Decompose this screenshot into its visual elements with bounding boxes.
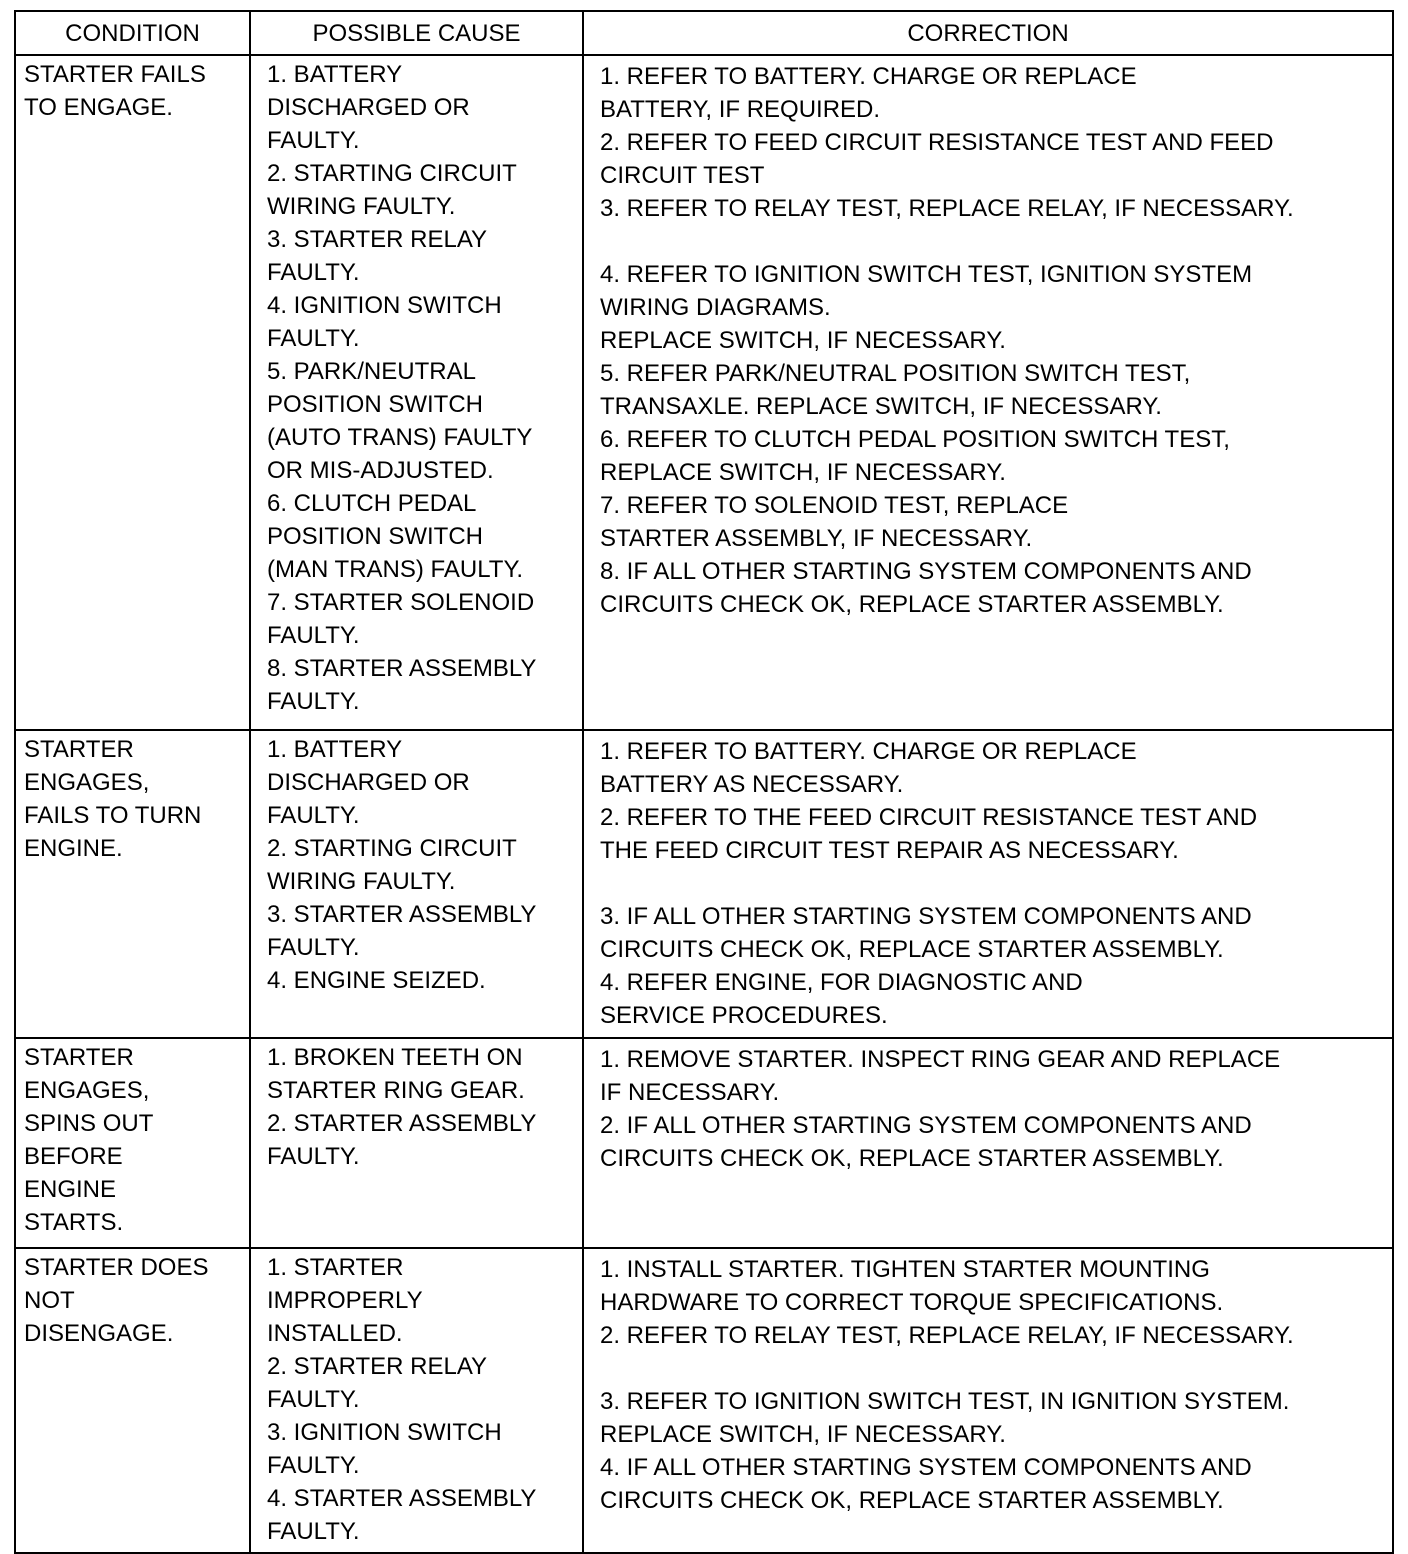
corrections-line: 2. REFER TO RELAY TEST, REPLACE RELAY, IF NECESSARY. bbox=[600, 1322, 1294, 1349]
causes-line: 8. STARTER ASSEMBLY bbox=[267, 655, 537, 682]
condition-line: NOT bbox=[24, 1287, 75, 1314]
condition-line: SPINS OUT bbox=[24, 1110, 154, 1137]
corrections-line: CIRCUIT TEST bbox=[600, 162, 765, 189]
condition-line: FAILS TO TURN bbox=[24, 802, 202, 829]
causes-line: 2. STARTER RELAY bbox=[267, 1353, 488, 1380]
causes-line: 3. STARTER ASSEMBLY bbox=[267, 901, 537, 928]
causes-line: 2. STARTER ASSEMBLY bbox=[267, 1110, 537, 1137]
possible-cause-cell bbox=[250, 1038, 583, 1248]
causes-line: FAULTY. bbox=[267, 1386, 360, 1413]
corrections-line: BATTERY AS NECESSARY. bbox=[600, 771, 904, 798]
corrections-line: 8. IF ALL OTHER STARTING SYSTEM COMPONENTS AND bbox=[600, 558, 1252, 585]
line-gap bbox=[600, 225, 1386, 258]
condition-line: BEFORE bbox=[24, 1143, 123, 1170]
causes-line: FAULTY. bbox=[267, 934, 360, 961]
corrections-line: 4. REFER ENGINE, FOR DIAGNOSTIC AND bbox=[600, 969, 1083, 996]
possible-cause-cell bbox=[250, 55, 583, 730]
causes-line: FAULTY. bbox=[267, 325, 360, 352]
causes-line: 6. CLUTCH PEDAL bbox=[267, 490, 477, 517]
causes-line: WIRING FAULTY. bbox=[267, 193, 456, 220]
corrections-line: TRANSAXLE. REPLACE SWITCH, IF NECESSARY. bbox=[600, 393, 1162, 420]
causes-line: 3. IGNITION SWITCH bbox=[267, 1419, 502, 1446]
causes-line: 7. STARTER SOLENOID bbox=[267, 589, 535, 616]
causes-line: FAULTY. bbox=[267, 1518, 360, 1545]
table-row bbox=[15, 730, 1393, 1038]
condition-cell bbox=[15, 730, 250, 1038]
corrections-line: 3. REFER TO RELAY TEST, REPLACE RELAY, IF NECESSARY. bbox=[600, 195, 1294, 222]
corrections-line: 2. IF ALL OTHER STARTING SYSTEM COMPONENTS AND bbox=[600, 1112, 1252, 1139]
corrections-line: REPLACE SWITCH, IF NECESSARY. bbox=[600, 327, 1006, 354]
corrections-line: 3. IF ALL OTHER STARTING SYSTEM COMPONENTS AND bbox=[600, 903, 1252, 930]
corrections-line: CIRCUITS CHECK OK, REPLACE STARTER ASSEMBLY. bbox=[600, 936, 1224, 963]
corrections-line: WIRING DIAGRAMS. bbox=[600, 294, 831, 321]
corrections-line: HARDWARE TO CORRECT TORQUE SPECIFICATIONS. bbox=[600, 1289, 1224, 1316]
header-correction: CORRECTION bbox=[583, 11, 1393, 55]
header-row bbox=[15, 11, 1393, 55]
causes-line: INSTALLED. bbox=[267, 1320, 403, 1347]
condition-line: ENGAGES, bbox=[24, 769, 150, 796]
causes-line: DISCHARGED OR bbox=[267, 769, 470, 796]
causes-line: POSITION SWITCH bbox=[267, 523, 483, 550]
condition-line: ENGINE. bbox=[24, 835, 123, 862]
header-condition: CONDITION bbox=[15, 11, 250, 55]
causes-line: POSITION SWITCH bbox=[267, 391, 483, 418]
corrections-line: 1. REFER TO BATTERY. CHARGE OR REPLACE bbox=[600, 63, 1137, 90]
condition-line: STARTER bbox=[24, 1044, 134, 1071]
table-row bbox=[15, 55, 1393, 730]
condition-cell bbox=[15, 1248, 250, 1553]
table-row bbox=[15, 1248, 1393, 1553]
correction-cell bbox=[583, 730, 1393, 1038]
corrections-line: 1. INSTALL STARTER. TIGHTEN STARTER MOUNTING bbox=[600, 1256, 1210, 1283]
causes-line: 1. STARTER bbox=[267, 1254, 404, 1281]
corrections-line: 4. REFER TO IGNITION SWITCH TEST, IGNITION SYSTEM bbox=[600, 261, 1253, 288]
corrections-line: 5. REFER PARK/NEUTRAL POSITION SWITCH TEST, bbox=[600, 360, 1191, 387]
line-gap bbox=[600, 1352, 1386, 1385]
causes-line: 1. BATTERY bbox=[267, 61, 403, 88]
causes-line: FAULTY. bbox=[267, 1452, 360, 1479]
causes-line: OR MIS-ADJUSTED. bbox=[267, 457, 494, 484]
corrections-line: 3. REFER TO IGNITION SWITCH TEST, IN IGNITION SYSTEM. bbox=[600, 1388, 1290, 1415]
corrections-line: 2. REFER TO FEED CIRCUIT RESISTANCE TEST AND FEED bbox=[600, 129, 1274, 156]
causes-line: 5. PARK/NEUTRAL bbox=[267, 358, 476, 385]
correction-cell bbox=[583, 1248, 1393, 1553]
possible-cause-cell bbox=[250, 1248, 583, 1553]
correction-cell bbox=[583, 55, 1393, 730]
causes-line: 2. STARTING CIRCUIT bbox=[267, 835, 517, 862]
condition-line: STARTS. bbox=[24, 1209, 124, 1236]
header-possible-cause: POSSIBLE CAUSE bbox=[250, 11, 583, 55]
causes-line: FAULTY. bbox=[267, 259, 360, 286]
diagnosis-table bbox=[14, 10, 1394, 1554]
corrections-line: 7. REFER TO SOLENOID TEST, REPLACE bbox=[600, 492, 1069, 519]
causes-line: 1. BROKEN TEETH ON bbox=[267, 1044, 523, 1071]
condition-cell bbox=[15, 1038, 250, 1248]
causes-line: (AUTO TRANS) FAULTY bbox=[267, 424, 533, 451]
corrections-line: STARTER ASSEMBLY, IF NECESSARY. bbox=[600, 525, 1033, 552]
corrections-line: 4. IF ALL OTHER STARTING SYSTEM COMPONENTS AND bbox=[600, 1454, 1252, 1481]
condition-line: ENGINE bbox=[24, 1176, 117, 1203]
line-gap bbox=[600, 867, 1386, 900]
condition-line: DISENGAGE. bbox=[24, 1320, 174, 1347]
corrections-line: REPLACE SWITCH, IF NECESSARY. bbox=[600, 1421, 1006, 1448]
causes-line: FAULTY. bbox=[267, 802, 360, 829]
causes-line: WIRING FAULTY. bbox=[267, 868, 456, 895]
corrections-line: 1. REMOVE STARTER. INSPECT RING GEAR AND REPLACE bbox=[600, 1046, 1281, 1073]
corrections-line: THE FEED CIRCUIT TEST REPAIR AS NECESSARY. bbox=[600, 837, 1179, 864]
corrections-line: CIRCUITS CHECK OK, REPLACE STARTER ASSEMBLY. bbox=[600, 591, 1224, 618]
causes-line: FAULTY. bbox=[267, 688, 360, 715]
corrections-line: IF NECESSARY. bbox=[600, 1079, 780, 1106]
causes-line: STARTER RING GEAR. bbox=[267, 1077, 525, 1104]
causes-line: DISCHARGED OR bbox=[267, 94, 470, 121]
causes-line: 1. BATTERY bbox=[267, 736, 403, 763]
causes-line: IMPROPERLY bbox=[267, 1287, 423, 1314]
corrections-line: CIRCUITS CHECK OK, REPLACE STARTER ASSEMBLY. bbox=[600, 1145, 1224, 1172]
condition-cell bbox=[15, 55, 250, 730]
corrections-line: 6. REFER TO CLUTCH PEDAL POSITION SWITCH TEST, bbox=[600, 426, 1230, 453]
condition-line: ENGAGES, bbox=[24, 1077, 150, 1104]
condition-line: STARTER bbox=[24, 736, 134, 763]
possible-cause-cell bbox=[250, 730, 583, 1038]
condition-line: TO ENGAGE. bbox=[24, 94, 173, 121]
causes-line: 4. STARTER ASSEMBLY bbox=[267, 1485, 537, 1512]
corrections-line: BATTERY, IF REQUIRED. bbox=[600, 96, 881, 123]
corrections-line: SERVICE PROCEDURES. bbox=[600, 1002, 888, 1029]
condition-line: STARTER FAILS bbox=[24, 61, 206, 88]
causes-line: FAULTY. bbox=[267, 1143, 360, 1170]
causes-line: (MAN TRANS) FAULTY. bbox=[267, 556, 524, 583]
corrections-line: CIRCUITS CHECK OK, REPLACE STARTER ASSEMBLY. bbox=[600, 1487, 1224, 1514]
causes-line: 2. STARTING CIRCUIT bbox=[267, 160, 517, 187]
corrections-line: 1. REFER TO BATTERY. CHARGE OR REPLACE bbox=[600, 738, 1137, 765]
causes-line: 4. ENGINE SEIZED. bbox=[267, 967, 486, 994]
causes-line: 3. STARTER RELAY bbox=[267, 226, 488, 253]
table-row bbox=[15, 1038, 1393, 1248]
causes-line: FAULTY. bbox=[267, 127, 360, 154]
causes-line: FAULTY. bbox=[267, 622, 360, 649]
condition-line: STARTER DOES bbox=[24, 1254, 209, 1281]
correction-cell bbox=[583, 1038, 1393, 1248]
causes-line: 4. IGNITION SWITCH bbox=[267, 292, 502, 319]
corrections-line: REPLACE SWITCH, IF NECESSARY. bbox=[600, 459, 1006, 486]
corrections-line: 2. REFER TO THE FEED CIRCUIT RESISTANCE TEST AND bbox=[600, 804, 1258, 831]
